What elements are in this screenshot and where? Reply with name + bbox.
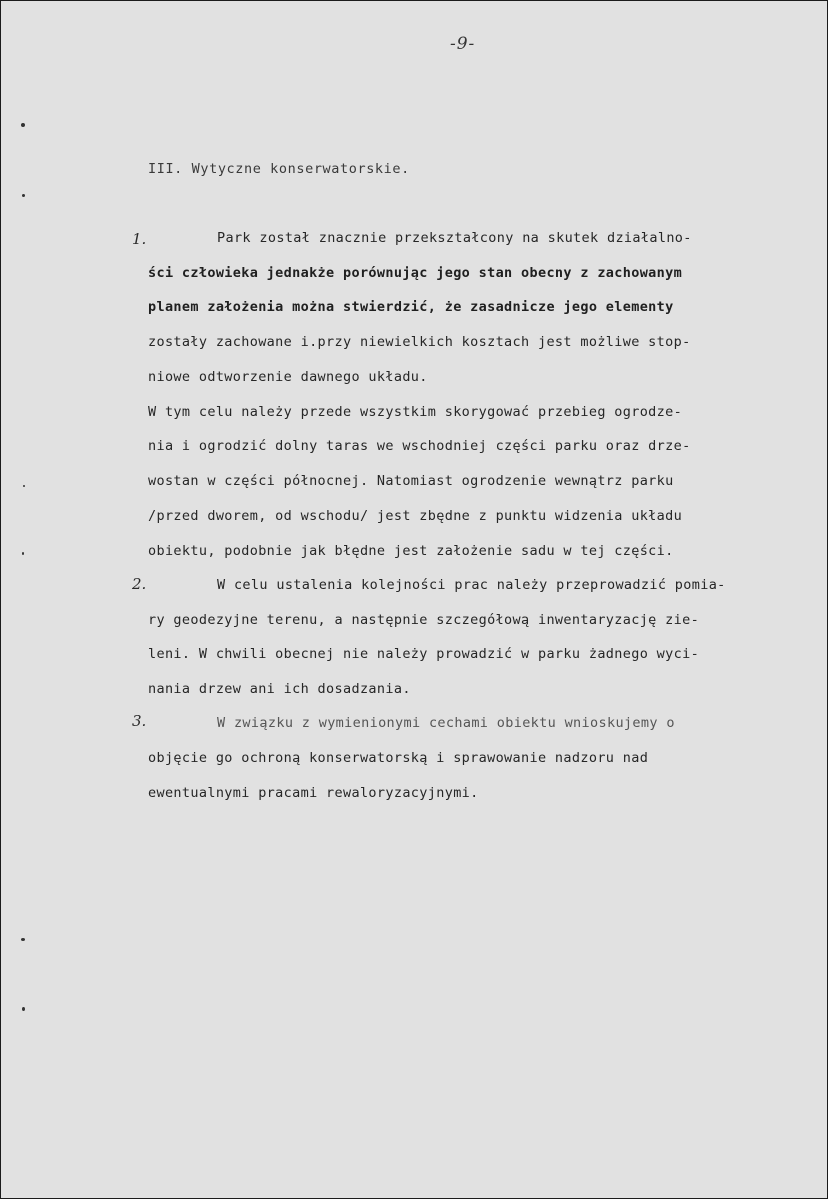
text-line: W tym celu należy przede wszystkim skorygować przebieg ogrodze- [148,404,683,420]
text-line: W celu ustalenia kolejności prac należy przeprowadzić pomia- [217,577,726,593]
paragraph-number: 3. [132,712,147,730]
margin-mark [22,1007,25,1011]
text-line: W związku z wymienionymi cechami obiektu wnioskujemy o [217,715,675,731]
text-line: ewentualnymi pracami rewaloryzacyjnymi. [148,785,479,801]
text-line: zostały zachowane i.przy niewielkich kosztach jest możliwe stop- [148,334,691,350]
margin-mark [22,552,24,555]
text-line: leni. W chwili obecnej nie należy prowadzić w parku żadnego wyci- [148,646,700,662]
text-line: nia i ogrodzić dolny taras we wschodniej części parku oraz drze- [148,438,691,454]
paragraph-number: 2. [132,575,147,593]
text-line: /przed dworem, od wschodu/ jest zbędne z punktu widzenia układu [148,508,683,524]
text-line: objęcie go ochroną konserwatorską i sprawowanie nadzoru nad [148,750,649,766]
paragraph-number: 1. [132,230,147,248]
section-heading: III. Wytyczne konserwatorskie. [148,161,410,177]
text-line: nania drzew ani ich dosadzania. [148,681,411,697]
text-line: planem założenia można stwierdzić, że zasadnicze jego elementy [148,299,674,315]
text-line: obiektu, podobnie jak błędne jest założenie sadu w tej części. [148,543,674,559]
text-line: wostan w części północnej. Natomiast ogrodzenie wewnątrz parku [148,473,674,489]
page-number: -9- [450,34,476,54]
text-line: Park został znacznie przekształcony na skutek działalno- [217,230,692,246]
text-line: ści człowieka jednakże porównując jego stan obecny z zachowanym [148,265,683,281]
margin-mark [21,938,25,941]
margin-mark [21,123,25,127]
text-line: niowe odtworzenie dawnego układu. [148,369,428,385]
margin-mark [23,485,25,487]
text-line: ry geodezyjne terenu, a następnie szczegółową inwentaryzację zie- [148,612,700,628]
margin-mark [22,194,25,197]
